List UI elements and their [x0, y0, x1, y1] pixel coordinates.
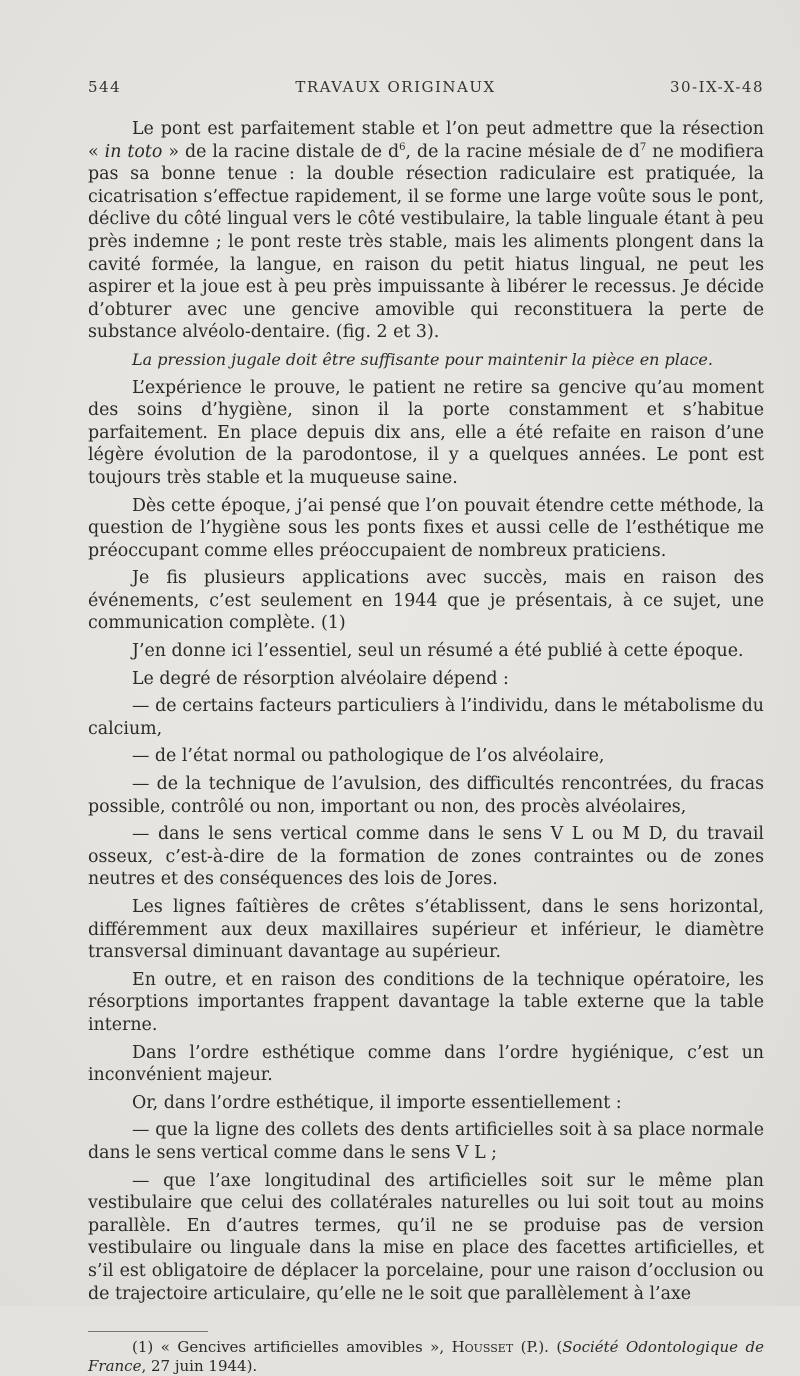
footnote-journal: Société Odontologique de France — [88, 1338, 764, 1376]
paragraph-1: Le pont est parfaitement stable et l’on peut admettre que la résection « in toto » de la racine distale de $d^6$, de la racine mésiale de $d^7$ ne modifiera pas sa bonne tenue : la double résection radiculaire est pratiquée, la cicatrisation s’effectue rapidement, il se forme une large voûte sous le pont, déclive du côté lingual vers le côté vestibulaire, la table linguale étant à peu près indemne ; le pont reste très stable, mais les aliments plongent dans la cavité formée, la langue, en raison du petit hiatus lingual, ne peut les aspirer et la joue est à peu près impuissante à libérer le recessus. Je décide d’obturer avec une gencive amovible qui reconstituera la perte de substance alvéolo-dentaire. (fig. 2 et 3). — [88, 119, 764, 343]
list-item-bone-state: — de l’état normal ou pathologique de l’os alvéolaire, — [132, 746, 605, 767]
paragraph-15: Or, dans l’ordre esthétique, il importe essentiellement : — [132, 1092, 622, 1113]
running-header — [88, 78, 764, 96]
footnote-divider — [88, 1331, 208, 1332]
footnote: (1) « Gencives artificielles amovibles », Housset (P.). (Société Odontologique de France, 27 juin 1944). — [88, 1338, 764, 1376]
paragraph-13: En outre, et en raison des conditions de la technique opératoire, les résorptions importantes frappent davantage la table externe que la table interne. — [88, 969, 764, 1035]
list-item-avulsion: — de la technique de l’avulsion, des difficultés rencontrées, du fracas possible, contrôlé ou non, important ou non, des procès alvéolaires, — [88, 774, 764, 817]
date-code: 30-IX-X-48 — [669, 78, 764, 96]
paragraph-2-italic: La pression jugale doit être suffisante pour maintenir la pièce en place. — [132, 349, 713, 369]
list-item-axis: — que l’axe longitudinal des artificielles soit sur le même plan vestibulaire que celui des collatérales naturelles ou lui soit tout au moins parallèle. En d’autres termes, qu’il ne se produise pas de version vestibulaire ou linguale dans la mise en place des facettes artificielles, et s’il est obligatoire de déplacer la porcelaine, pour une raison d’occlusion ou de trajectoire articulaire, qu’elle ne le soit que parallèlement à l’axe — [88, 1170, 764, 1304]
footnote-author: Housset — [451, 1338, 514, 1357]
paragraph-6: J’en donne ici l’essentiel, seul un résumé a été publié à cette époque. — [132, 641, 744, 662]
paragraph-14: Dans l’ordre esthétique comme dans l’ordre hygiénique, c’est un inconvénient majeur. — [88, 1042, 764, 1086]
paragraph-5: Je fis plusieurs applications avec succès, mais en raison des événements, c’est seulement en 1944 que je présentais, à ce sujet, une communication complète. (1) — [88, 568, 764, 634]
latin-phrase: in toto — [104, 141, 163, 162]
paragraph-12: Les lignes faîtières de crêtes s’établissent, dans le sens horizontal, différemment aux deux maxillaires supérieur et inférieur, le diamètre transversal diminuant davantage au supérieur. — [88, 897, 764, 963]
list-item-collets: — que la ligne des collets des dents artificielles soit à sa place normale dans le sens vertical comme dans le sens V L ; — [88, 1120, 764, 1163]
running-title: TRAVAUX ORIGINAUX — [295, 78, 496, 96]
paragraph-4: Dès cette époque, j’ai pensé que l’on pouvait étendre cette méthode, la question de l’hygiène sous les ponts fixes et aussi celle de l’esthétique me préoccupant comme elles préoccupaient de nombreux praticiens. — [88, 495, 764, 561]
list-item-vertical: — dans le sens vertical comme dans le sens V L ou M D, du travail osseux, c’est-à-dire de la formation de zones contraintes ou de zones neutres et des conséquences des lois de Jores. — [88, 824, 764, 890]
paragraph-7: Le degré de résorption alvéolaire dépend : — [132, 668, 509, 689]
page-number: 544 — [88, 78, 122, 96]
list-item-calcium: — de certains facteurs particuliers à l’individu, dans le métabolisme du calcium, — [88, 696, 764, 739]
paragraph-3: L’expérience le prouve, le patient ne retire sa gencive qu’au moment des soins d’hygiène, sinon il la porte constamment et s’habitue parfaitement. En place depuis dix ans, elle a été refaite en raison d’une légère évolution de la parodontose, il y a quelques années. Le pont est toujours très stable et la muqueuse saine. — [88, 377, 764, 488]
article-body — [88, 118, 764, 1305]
